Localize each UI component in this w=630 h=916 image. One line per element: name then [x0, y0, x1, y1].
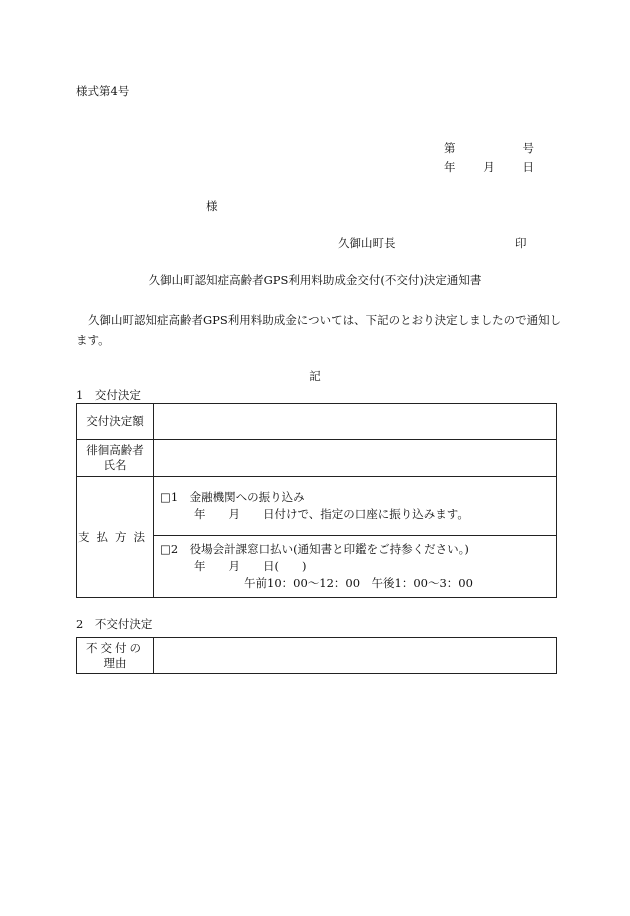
amount-label: 交付決定額 [77, 404, 154, 440]
reason-label-line1: 不交付の [86, 640, 144, 655]
elder-name-value-cell [154, 440, 557, 477]
elder-name-row [77, 440, 557, 477]
option1-detail: 年 月 日付けで、指定の口座に振り込みます。 [194, 507, 469, 521]
date-day: 日 [522, 160, 534, 174]
payment-method-label: 支払方法 [77, 477, 154, 598]
payment-option1 [154, 477, 557, 536]
option2-date: 年 月 日( ) [194, 559, 307, 573]
number-prefix: 第 [444, 141, 456, 155]
non-grant-table [76, 637, 557, 674]
section1-heading: 1 交付決定 [76, 388, 141, 402]
number-suffix: 号 [522, 141, 534, 155]
addressee-suffix: 様 [206, 199, 218, 213]
form-number: 様式第4号 [76, 84, 130, 98]
amount-row [77, 404, 557, 440]
reason-row [77, 638, 557, 674]
document-date-line [444, 160, 534, 175]
section2-heading: 2 不交付決定 [76, 617, 153, 631]
document-number-line [444, 141, 534, 156]
date-year: 年 [444, 160, 456, 174]
option1-title: □1 金融機関への振り込み [160, 490, 305, 504]
elder-name-label-line2: 氏名 [103, 458, 127, 472]
document-title: 久御山町認知症高齢者GPS利用料助成金交付(不交付)決定通知書 [148, 273, 482, 287]
seal-mark: 印 [515, 236, 527, 250]
reason-label-line2: 理由 [103, 655, 127, 670]
grant-decision-table [76, 403, 557, 598]
date-month: 月 [483, 160, 495, 174]
ki-heading: 記 [309, 369, 321, 383]
body-text: 久御山町認知症高齢者GPS利用料助成金については、下記のとおり決定しましたので通知します。 [76, 313, 562, 347]
amount-value-cell [154, 404, 557, 440]
payment-option2 [154, 536, 557, 598]
elder-name-label [77, 440, 154, 477]
elder-name-label-line1: 徘徊高齢者 [86, 443, 144, 457]
issuer-name: 久御山町長 [338, 236, 396, 250]
option2-title: □2 役場会計課窓口払い(通知書と印鑑をご持参ください。) [160, 542, 469, 556]
payment-option1-row [77, 477, 557, 536]
reason-value-cell [154, 638, 557, 674]
reason-label [77, 638, 154, 674]
option2-hours: 午前10：00〜12：00 午後1：00〜3：00 [244, 576, 473, 590]
